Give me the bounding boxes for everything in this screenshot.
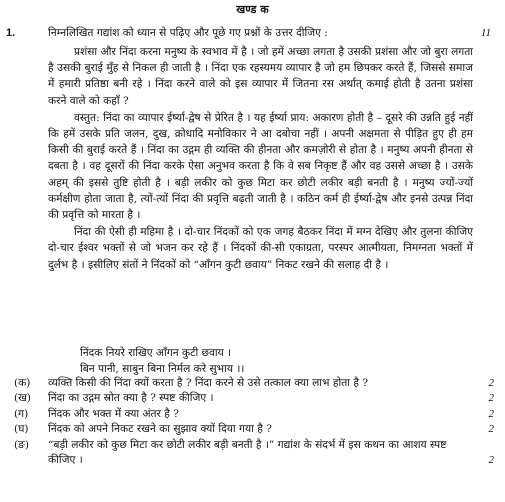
subquestion <box>14 422 494 437</box>
passage-paragraph: वस्तुत: निंदा का व्यापार ईर्ष्या-द्वेष से प्रेरित है । यह ईर्ष्या प्राय: अकारण होती है – दूसरे की उन्नति हुई नहीं कि हमें उसके प्रति जलन, दुख, क्रोधादि मनोविकार ने आ दबोचा नहीं । अपनी अक्षमता से पीड़ित हुए ही हम किसी की बुराई करते हैं । निंदा का उद्गम ही व्यक्ति की हीनता और कमज़ोरी से होता है । मनुष्य अपनी हीनता से दबता है । वह दूसरों की निंदा करके ऐसा अनुभव करता है कि वे सब निकृष्ट हैं और वह उससे अच्छा है । उसके अहम् की इससे तुष्टि होती है । बड़ी लकीर को कुछ मिटा कर छोटी लकीर बड़ी बनती है । मनुष्य ज्यों-ज्यों कर्मक्षीण होता जाता है, त्यों-त्यों निंदा की प्रवृत्ति बढ़ती जाती है । कठिन कर्म ही ईर्ष्या-द्वेष और इनसे उत्पन्न निंदा की प्रवृत्ति को मारता है । <box>48 111 473 222</box>
section-title: खण्ड क <box>236 3 269 16</box>
subquestion-text: व्यक्ति किसी की निंदा क्यों करता है ? निंदा करने से उसे तत्काल क्या लाभ होता है ? <box>48 377 369 389</box>
subquestion-marks: 2 <box>488 377 494 389</box>
subquestion-label: (घ) <box>14 423 29 436</box>
question-number: 1. <box>6 27 16 39</box>
subquestion-label: (ख) <box>14 392 31 405</box>
subquestion-text: निंदक और भक्त में क्या अंतर है ? <box>48 407 179 420</box>
subquestion-marks: 2 <box>488 454 494 467</box>
subquestion-label: (ग) <box>14 407 29 420</box>
subquestion-label: (क) <box>14 377 31 389</box>
subquestion <box>14 438 494 469</box>
subquestion-label: (ङ) <box>14 438 30 451</box>
subquestion-marks: 2 <box>488 423 494 436</box>
subquestion-text: निंदा का उद्गम स्रोत क्या है ? स्पष्ट कीजिए । <box>48 392 214 405</box>
subquestion-list <box>14 376 494 468</box>
subquestion <box>14 391 494 406</box>
subquestion-marks: 2 <box>488 407 494 420</box>
passage <box>48 44 473 274</box>
question-instruction: निम्नलिखित गद्यांश को ध्यान से पढ़िए और पूछे गए प्रश्नों के उत्तर दीजिए : <box>48 27 328 39</box>
couplet-line: निंदक नियरे राखिए आँगन कुटी छवाय । <box>80 347 232 359</box>
question-marks: 11 <box>480 27 491 39</box>
subquestion <box>14 407 494 422</box>
subquestion-text: निंदक को अपने निकट रखने का सुझाव क्यों दिया गया है ? <box>48 423 272 436</box>
subquestion <box>14 376 494 391</box>
couplet-line: बिन पानी, साबुन बिना निर्मल करे सुभाय ।। <box>80 363 245 376</box>
subquestion-marks: 2 <box>488 392 494 405</box>
subquestion-text: “बड़ी लकीर को कुछ मिटा कर छोटी लकीर बड़ी बनती है ।” गद्यांश के संदर्भ में इस कथन का आशय स्पष्ट कीजिए । <box>48 438 447 467</box>
couplet <box>80 345 244 377</box>
passage-paragraph: निंदा की ऐसी ही महिमा है । दो-चार निंदकों को एक जगह बैठकर निंदा में मग्न देखिए और तुलना कीजिए दो-चार ईश्वर भक्तों से जो भजन कर रहे हैं । निंदकों की-सी एकाग्रता, परस्पर आत्मीयता, निमग्नता भक्तों में दुर्लभ है । इसीलिए संतों ने निंदकों को “आँगन कुटी छवाय” निकट रखने की सलाह दी है । <box>48 226 473 271</box>
passage-paragraph: प्रशंसा और निंदा करना मनुष्य के स्वभाव में है । जो हमें अच्छा लगता है उसकी प्रशंसा और जो बुरा लगता है उसकी बुराई मुँह से निकल ही जाती है । निंदा एक रहस्यमय व्यापार है जो हम छिपकर करते हैं, जिससे समाज में हमारी प्रतिष्ठा बनी रहे । निंदा करने वाले को इस व्यापार में जितना रस अर्थात् कमाई होती है उतना प्रशंसा करने वाले को कहाँ ? <box>48 46 473 107</box>
